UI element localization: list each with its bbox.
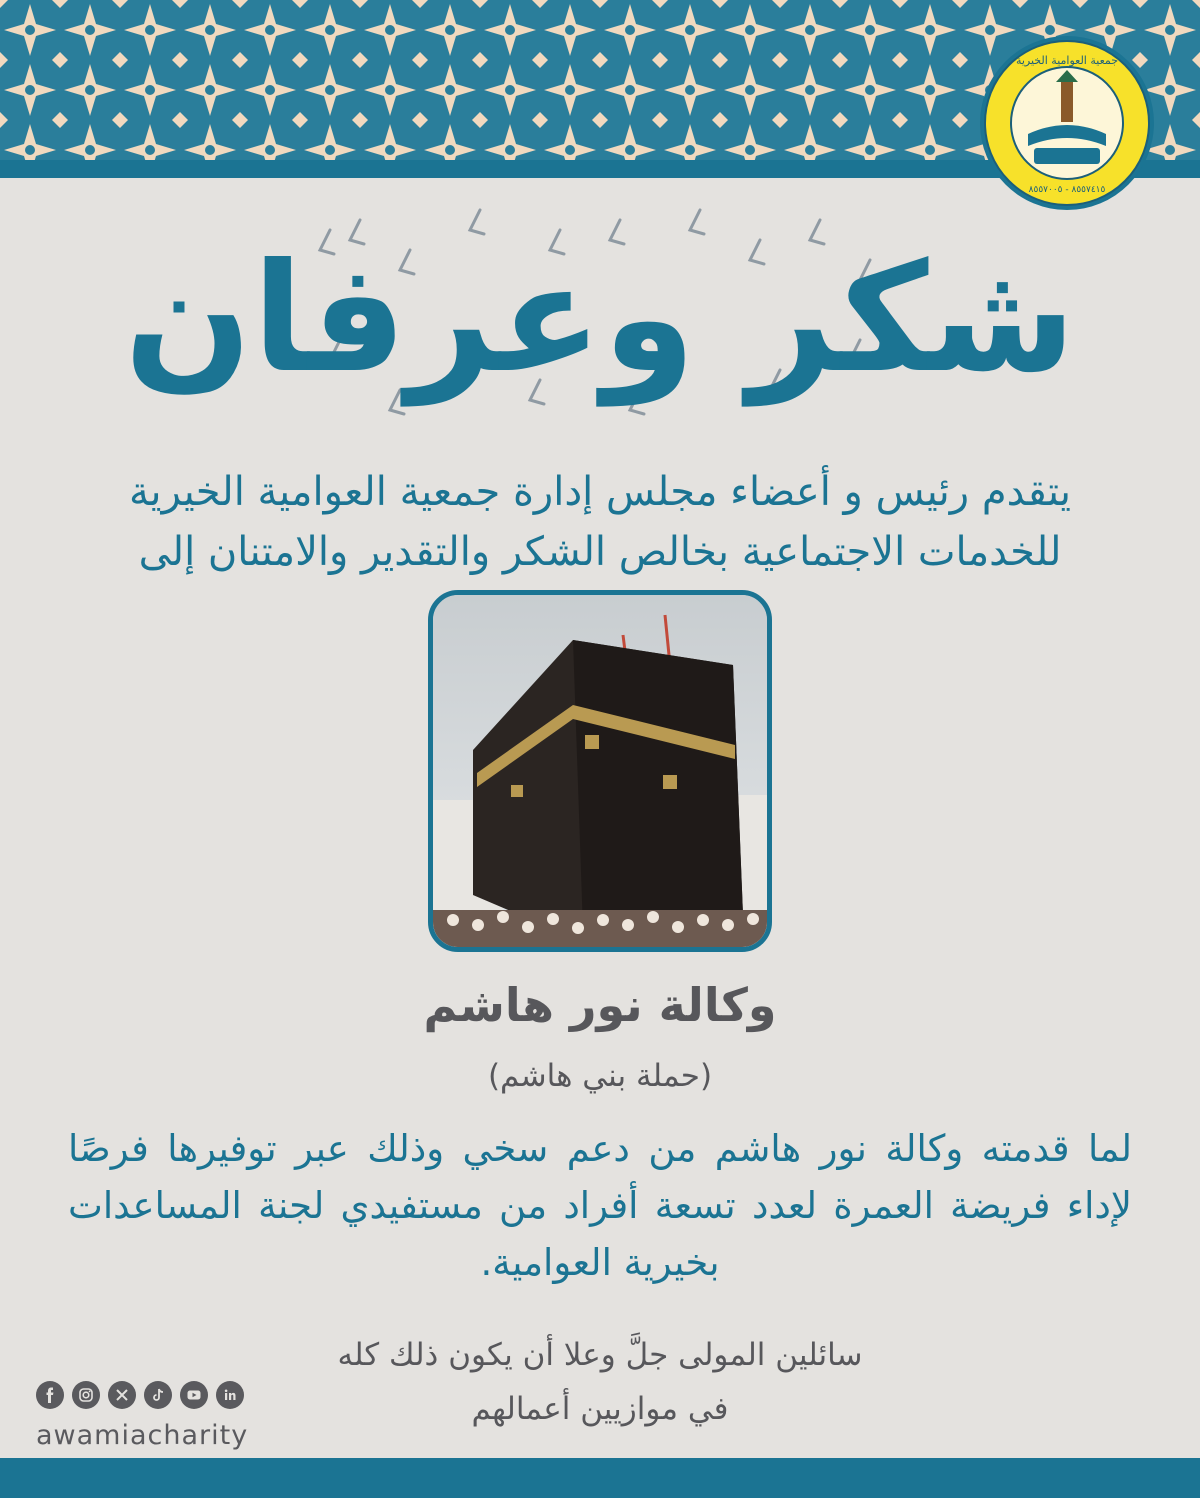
intro-paragraph: يتقدم رئيس و أعضاء مجلس إدارة جمعية العوامية الخيرية للخدمات الاجتماعية بخالص الشكر والتقدير والامتنان إلى (128, 469, 1072, 575)
closing-line-1: سائلين المولى جلَّ وعلا أن يكون ذلك كله (337, 1337, 863, 1373)
closing-line-2: في موازيين أعمالهم (471, 1391, 729, 1427)
svg-text:جمعية العوامية الخيرية: جمعية العوامية الخيرية (1015, 54, 1119, 67)
social-handle[interactable]: awamiacharity (36, 1420, 249, 1451)
svg-text:٨٥٥٧٤١٥ - ٨٥٥٧٠٠٥: ٨٥٥٧٤١٥ - ٨٥٥٧٠٠٥ (1028, 185, 1106, 195)
social-icons (36, 1381, 258, 1409)
tiktok-icon[interactable] (144, 1381, 172, 1409)
facebook-icon[interactable] (36, 1381, 64, 1409)
association-seal-logo (978, 34, 1156, 212)
youtube-icon[interactable] (180, 1381, 208, 1409)
bottom-bar (0, 1458, 1200, 1498)
organization-subtitle: (حملة بني هاشم) (487, 1058, 713, 1094)
title-text: شكر وعرفان (124, 232, 1076, 406)
closing-prayer (260, 1328, 940, 1436)
body-paragraph: لما قدمته وكالة نور هاشم من دعم سخي وذلك عبر توفيرها فرصًا لإداء فريضة العمرة لعدد تسعة أفراد من مستفيدي لجنة المساعدات بخيرية العوامية. (68, 1127, 1132, 1284)
instagram-icon[interactable] (72, 1381, 100, 1409)
thanks-calligraphy-title (0, 190, 1200, 440)
kaaba-photo (428, 590, 772, 952)
linkedin-icon[interactable] (216, 1381, 244, 1409)
organization-name: وكالة نور هاشم (423, 978, 777, 1032)
x-icon[interactable] (108, 1381, 136, 1409)
